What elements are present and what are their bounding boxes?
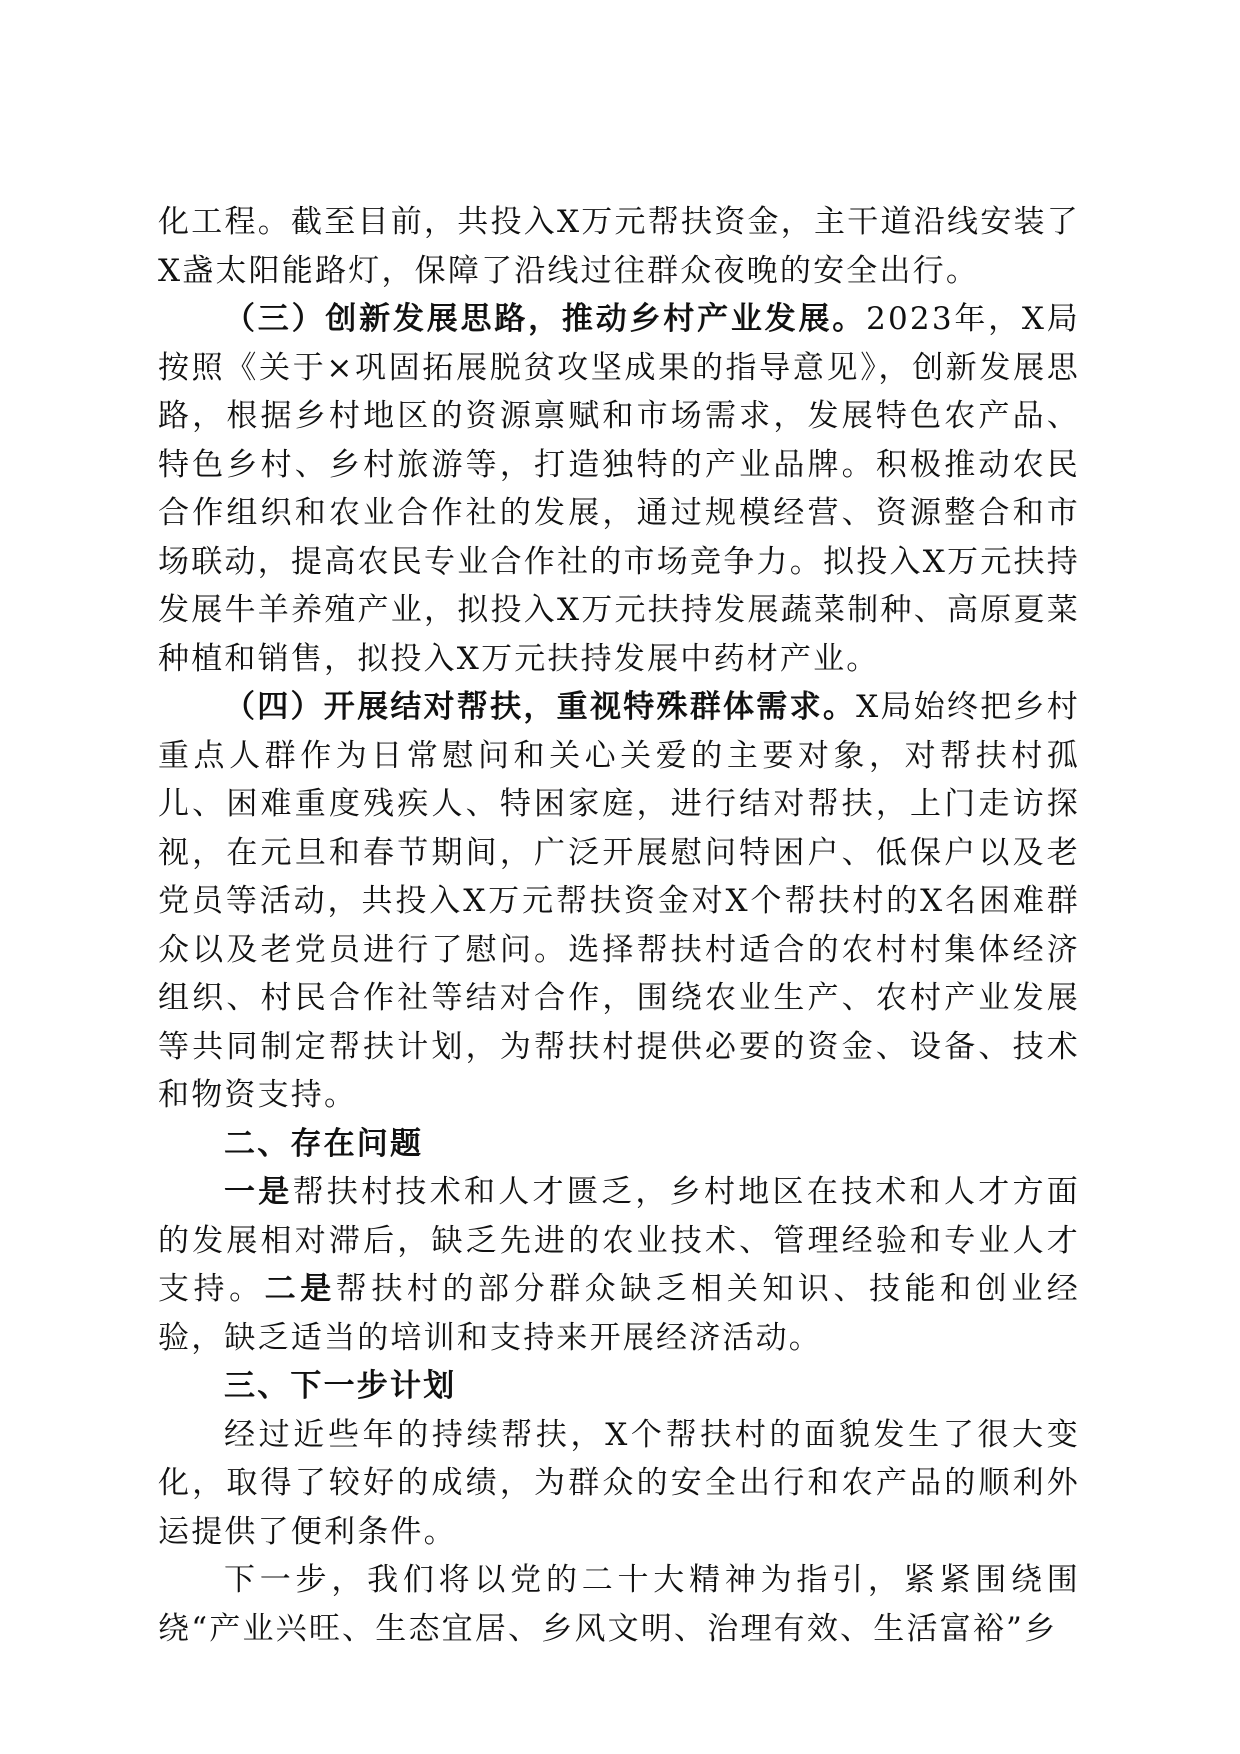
section-heading-next-steps: 三、下一步计划	[224, 1368, 457, 1404]
paragraph-3-lead: （四）开展结对帮扶，重视特殊群体需求。	[224, 689, 857, 725]
paragraph-4-lead-1: 一是	[224, 1174, 293, 1210]
paragraph-6: 下一步，我们将以党的二十大精神为指引，紧紧围绕围绕“产业兴旺、生态宜居、乡风文明、治理有效、生活富裕”乡	[158, 1562, 1080, 1647]
paragraph-3	[158, 683, 1080, 1120]
paragraph-2	[158, 295, 1080, 683]
paragraph-3-body: X局始终把乡村重点人群作为日常慰问和关心关爱的主要对象，对帮扶村孤儿、困难重度残疾人、特困家庭，进行结对帮扶，上门走访探视，在元旦和春节期间，广泛开展慰问特困户、低保户以及老党员等活动，共投入X万元帮扶资金对X个帮扶村的X名困难群众以及老党员进行了慰问。选择帮扶村适合的农村村集体经济组织、村民合作社等结对合作，围绕农业生产、农村产业发展等共同制定帮扶计划，为帮扶村提供必要的资金、设备、技术和物资支持。	[158, 689, 1080, 1113]
paragraph-1: 化工程。截至目前，共投入X万元帮扶资金，主干道沿线安装了X盏太阳能路灯，保障了沿线过往群众夜晚的安全出行。	[158, 204, 1080, 289]
paragraph-4	[158, 1168, 1080, 1362]
paragraph-4-lead-2: 二是	[264, 1271, 336, 1307]
paragraph-5: 经过近些年的持续帮扶，X个帮扶村的面貌发生了很大变化，取得了较好的成绩，为群众的安全出行和农产品的顺利外运提供了便利条件。	[158, 1416, 1080, 1550]
paragraph-4-body-1: 帮扶村技术和人才匮乏，乡村地区在技术和人才方面的发展相对滞后，缺乏先进的农业技术、管理经验和专业人才支持。	[158, 1174, 1080, 1307]
section-heading-problems: 二、存在问题	[224, 1125, 424, 1162]
paragraph-4-body-2: 帮扶村的部分群众缺乏相关知识、技能和创业经验，缺乏适当的培训和支持来开展经济活动。	[158, 1271, 1080, 1356]
paragraph-2-body: 2023年，X局按照《关于×巩固拓展脱贫攻坚成果的指导意见》，创新发展思路，根据乡村地区的资源禀赋和市场需求，发展特色农产品、特色乡村、乡村旅游等，打造独特的产业品牌。积极推动农民合作组织和农业合作社的发展，通过规模经营、资源整合和市场联动，提高农民专业合作社的市场竞争力。拟投入X万元扶持发展牛羊养殖产业，拟投入X万元扶持发展蔬菜制种、高原夏菜种植和销售，拟投入X万元扶持发展中药材产业。	[158, 301, 1080, 677]
document-body	[158, 198, 1080, 1653]
paragraph-2-lead: （三）创新发展思路，推动乡村产业发展。	[224, 301, 867, 337]
